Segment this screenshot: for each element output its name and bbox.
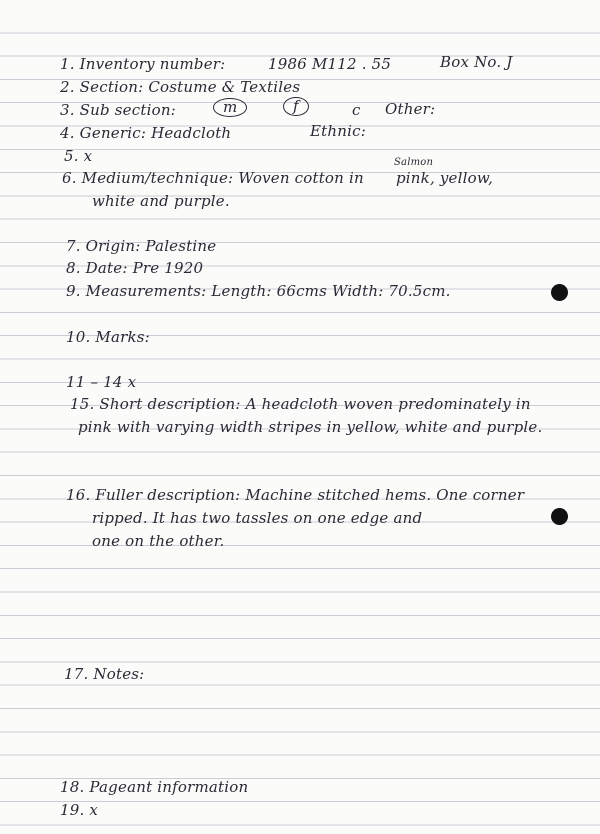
- field-1-inventory-label: 1. Inventory number:: [60, 55, 226, 73]
- field-8-date: 8. Date: Pre 1920: [66, 259, 204, 277]
- field-4-generic: 4. Generic: Headcloth: [60, 124, 232, 142]
- sub-section-c: c: [352, 101, 361, 119]
- inventory-number-value: 1986 M112 . 55: [268, 55, 392, 73]
- punch-hole-top: [551, 284, 568, 301]
- field-2-section: 2. Section: Costume & Textiles: [60, 78, 301, 96]
- field-6-insertion-salmon: Salmon: [394, 157, 434, 168]
- field-19: 19. x: [60, 801, 99, 819]
- field-7-origin: 7. Origin: Palestine: [66, 237, 217, 255]
- field-5: 5. x: [64, 147, 93, 165]
- field-10-marks: 10. Marks:: [66, 328, 150, 346]
- field-17-notes: 17. Notes:: [64, 665, 145, 683]
- field-16-continued-1: ripped. It has two tassles on one edge and: [92, 509, 423, 527]
- sub-section-other: Other:: [385, 100, 436, 118]
- field-15-continued: pink with varying width stripes in yellow, white and purple.: [78, 418, 543, 436]
- field-6-continued: white and purple.: [92, 192, 230, 210]
- sub-section-f-circled: f: [283, 97, 309, 116]
- field-16-fuller-description: 16. Fuller description: Machine stitched hems. One corner: [66, 486, 525, 504]
- field-15-short-description: 15. Short description: A headcloth woven predominately in: [70, 395, 531, 413]
- fields-11-14: 11 – 14 x: [66, 373, 137, 391]
- field-4-ethnic: Ethnic:: [310, 122, 366, 140]
- field-6-medium: 6. Medium/technique: Woven cotton in: [62, 169, 364, 187]
- field-18-pageant: 18. Pageant information: [60, 778, 249, 796]
- box-number: Box No. J: [440, 53, 513, 71]
- field-16-continued-2: one on the other.: [92, 532, 225, 550]
- field-6-colours: pink, yellow,: [396, 169, 494, 187]
- sub-section-m-circled: m: [213, 98, 247, 117]
- field-9-measurements: 9. Measurements: Length: 66cms Width: 70.5cm.: [66, 282, 451, 300]
- punch-hole-bottom: [551, 508, 568, 525]
- field-3-sub-section-label: 3. Sub section:: [60, 101, 176, 119]
